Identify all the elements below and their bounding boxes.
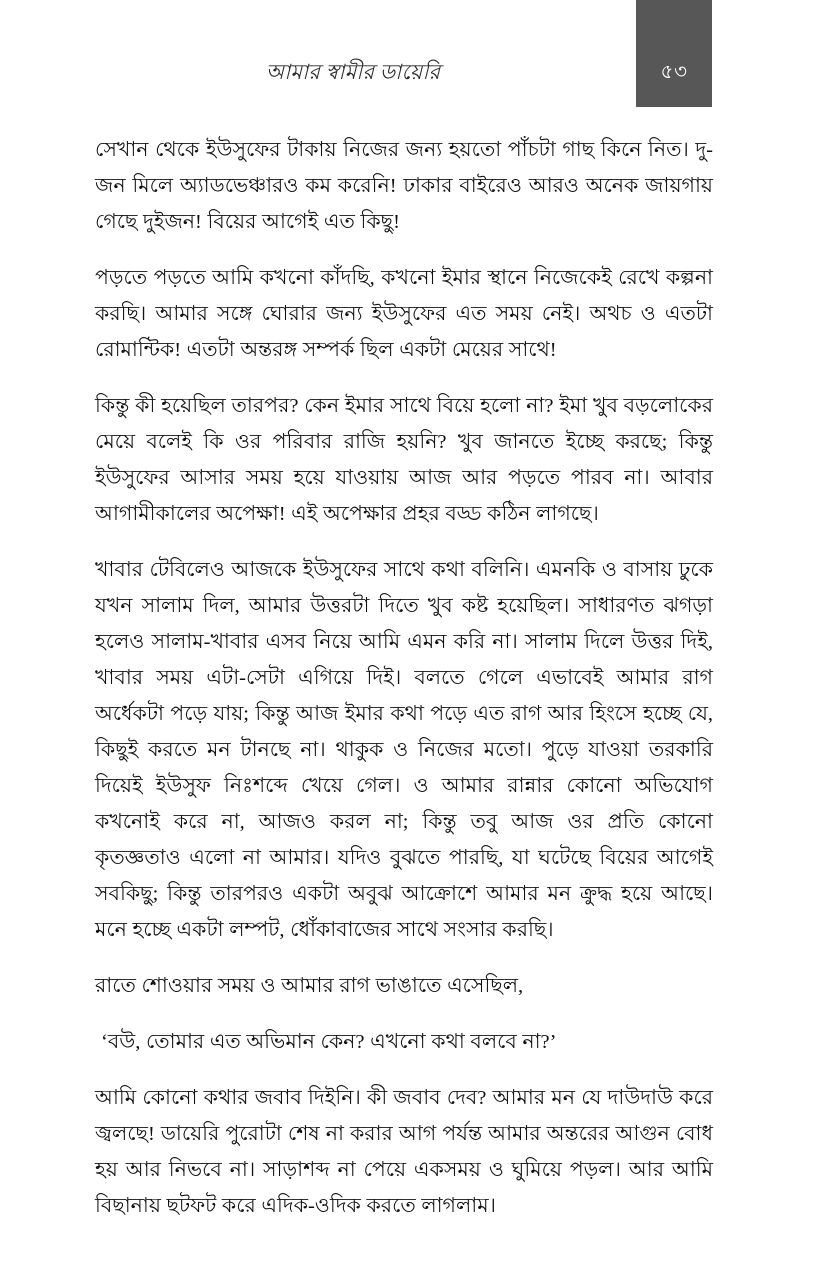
folio-box bbox=[636, 0, 712, 107]
paragraph-1: সেখান থেকে ইউসুফের টাকায় নিজের জন্য হয়তো পাঁচটা গাছ কিনে নিত। দু-জন মিলে অ্যাডভেঞ্চারও কম করেনি! ঢাকার বাইরেও আরও অনেক জায়গায় গেছে দুইজন! বিয়ের আগেই এত কিছু! bbox=[95, 139, 713, 233]
page-number: ৫৩ bbox=[660, 61, 688, 83]
paragraph-7: আমি কোনো কথার জবাব দিইনি। কী জবাব দেব? আমার মন যে দাউদাউ করে জ্বলছে! ডায়েরি পুরোটা শেষ না করার আগ পর্যন্ত আমার অন্তরের আগুন বোধ হয় আর নিভবে না। সাড়াশব্দ না পেয়ে একসময় ও ঘুমিয়ে পড়ল। আর আমি বিছানায় ছটফট করে এদিক-ওদিক করতে লাগলাম। bbox=[95, 1087, 713, 1217]
paragraph-4: খাবার টেবিলেও আজকে ইউসুফের সাথে কথা বলিনি। এমনকি ও বাসায় ঢুকে যখন সালাম দিল, আমার উত্তরটা দিতে খুব কষ্ট হয়েছিল। সাধারণত ঝগড়া হলেও সালাম-খাবার এসব নিয়ে আমি এমন করি না। সালাম দিলে উত্তর দিই, খাবার সময় এটা-সেটা এগিয়ে দিই। বলতে গেলে এভাবেই আমার রাগ অর্ধেকটা পড়ে যায়; কিন্তু আজ ইমার কথা পড়ে এত রাগ আর হিংসে হচ্ছে যে, কিছুই করতে মন টানছে না। থাকুক ও নিজের মতো। পুড়ে যাওয়া তরকারি দিয়েই ইউসুফ নিঃশব্দে খেয়ে গেল। ও আমার রান্নার কোনো অভিযোগ কখনোই করে না, আজও করল না; কিন্তু তবু আজ ওর প্রতি কোনো কৃতজ্ঞতাও এলো না আমার। যদিও বুঝতে পারছি, যা ঘটেছে বিয়ের আগেই সবকিছু; কিন্তু তারপরও একটা অবুঝ আক্রোশে আমার মন ক্রুদ্ধ হয়ে আছে। মনে হচ্ছে একটা লম্পট, ধোঁকাবাজের সাথে সংসার করছি। bbox=[95, 559, 713, 941]
page-header bbox=[0, 0, 822, 110]
body-text-column bbox=[95, 132, 713, 1224]
paragraph-5: রাতে শোওয়ার সময় ও আমার রাগ ভাঙাতে এসেছিল, bbox=[95, 975, 524, 997]
dialogue-line: ‘বউ, তোমার এত অভিমান কেন? এখনো কথা বলবে না?’ bbox=[101, 1031, 557, 1053]
running-head-title: আমার স্বামীর ডায়েরি bbox=[265, 60, 441, 84]
paragraph-2: পড়তে পড়তে আমি কখনো কাঁদছি, কখনো ইমার স্থানে নিজেকেই রেখে কল্পনা করছি। আমার সঙ্গে ঘোরার জন্য ইউসুফের এত সময় নেই। অথচ ও এতটা রোমান্টিক! এতটা অন্তরঙ্গ সম্পর্ক ছিল একটা মেয়ের সাথে! bbox=[95, 267, 713, 361]
paragraph-3: কিন্তু কী হয়েছিল তারপর? কেন ইমার সাথে বিয়ে হলো না? ইমা খুব বড়লোকের মেয়ে বলেই কি ওর পরিবার রাজি হয়নি? খুব জানতে ইচ্ছে করছে; কিন্তু ইউসুফের আসার সময় হয়ে যাওয়ায় আজ আর পড়তে পারব না। আবার আগামীকালের অপেক্ষা! এই অপেক্ষার প্রহর বড্ড কঠিন লাগছে। bbox=[95, 395, 713, 525]
